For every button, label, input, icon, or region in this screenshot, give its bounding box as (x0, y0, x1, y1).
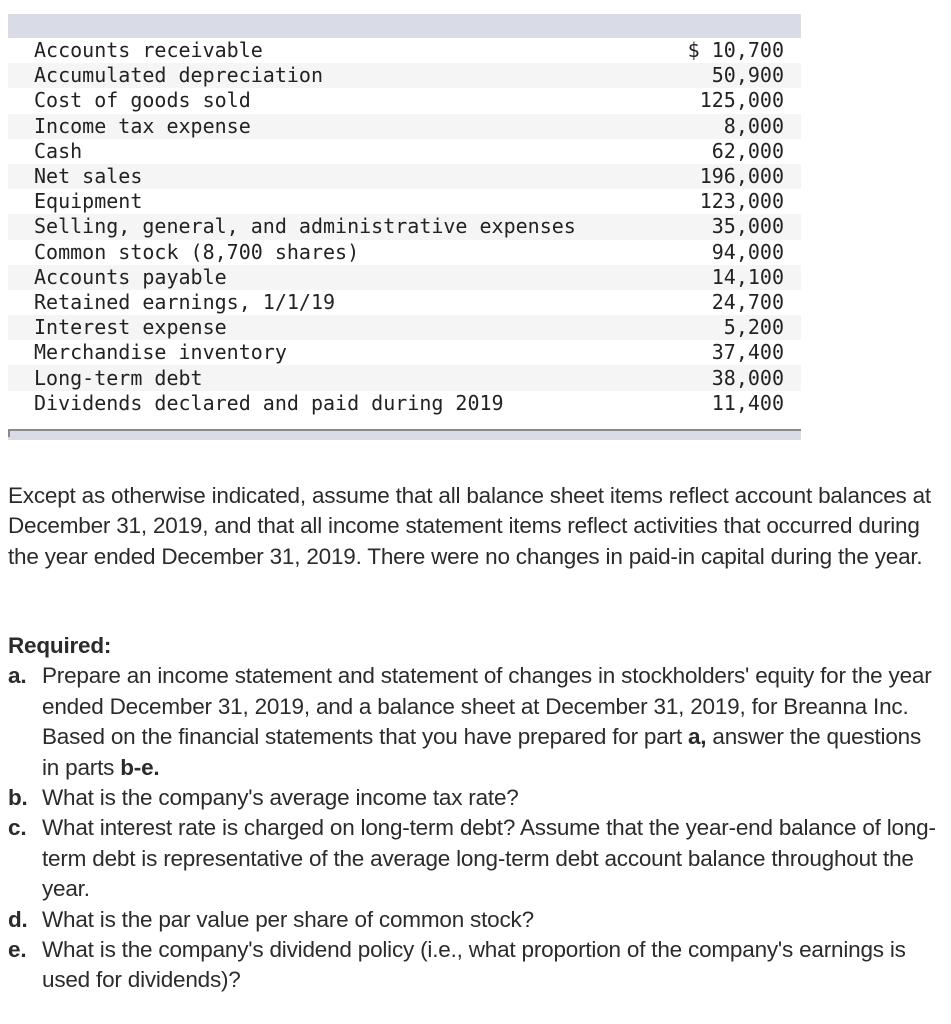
account-value: 38,000 (711, 365, 784, 390)
item-text: What is the company's dividend policy (i.e., what proportion of the company's earnings is used for dividends)? (42, 937, 906, 993)
account-value: 123,000 (699, 189, 784, 214)
required-section (8, 631, 943, 996)
table-row (8, 365, 801, 390)
required-item-a (8, 661, 943, 783)
item-marker: d. (8, 906, 28, 932)
account-value: 11,400 (711, 390, 784, 415)
table-row (8, 38, 801, 63)
item-text: What is the company's average income tax rate? (42, 785, 519, 811)
item-text: Prepare an income statement and statement of changes in stockholders' equity for the year ended December 31, 2019, and a balance sheet at December 31, 2019, for Breanna Inc. Based on the financial statements that you have prepared for part (42, 663, 932, 750)
required-heading: Required: (8, 633, 112, 658)
account-label: Accounts payable (34, 264, 227, 289)
table-row (8, 340, 801, 365)
account-value: 24,700 (711, 289, 784, 314)
account-label: Cost of goods sold (34, 88, 251, 113)
accounts-table (8, 38, 801, 416)
table-row (8, 114, 801, 139)
required-item-e (8, 935, 943, 996)
table-row (8, 139, 801, 164)
item-marker: b. (8, 785, 28, 811)
item-emphasis: a, (687, 724, 707, 750)
table-header-bar (8, 14, 801, 38)
account-value: 94,000 (711, 239, 784, 264)
table-row (8, 189, 801, 214)
account-value: 5,200 (723, 315, 784, 340)
required-item-c (8, 813, 943, 904)
account-value: 35,000 (711, 214, 784, 239)
account-label: Selling, general, and administrative expenses (34, 214, 576, 239)
account-label: Interest expense (34, 315, 227, 340)
account-value: 196,000 (699, 164, 784, 189)
account-label: Accounts receivable (34, 38, 263, 63)
table-row (8, 214, 801, 239)
account-label: Long-term debt (34, 365, 203, 390)
item-text: What is the par value per share of common stock? (42, 906, 534, 932)
account-value: 37,400 (711, 340, 784, 365)
item-text: What interest rate is charged on long-term debt? Assume that the year-end balance of long-term debt is representative of the average long-term debt account balance throughout the year. (42, 815, 936, 902)
item-marker: a. (8, 663, 27, 689)
account-label: Common stock (8,700 shares) (34, 239, 360, 264)
intro-paragraph: Except as otherwise indicated, assume that all balance sheet items reflect account balances at December 31, 2019, and that all income statement items reflect activities that occurred during the year ended December 31, 2019. There were no changes in paid-in capital during the year. (8, 483, 931, 569)
item-text: answer the questions in parts (42, 724, 922, 780)
account-value: 14,100 (711, 264, 784, 289)
account-label: Net sales (34, 164, 143, 189)
account-label: Merchandise inventory (34, 340, 287, 365)
account-label: Income tax expense (34, 113, 251, 138)
table-row (8, 240, 801, 265)
table-row (8, 88, 801, 113)
account-value: 8,000 (723, 113, 784, 138)
table-row (8, 265, 801, 290)
table-horizontal-scrollbar[interactable] (8, 429, 801, 440)
account-value: 62,000 (711, 138, 784, 163)
table-row (8, 290, 801, 315)
accounts-table-container (8, 14, 801, 416)
account-value: 50,900 (711, 63, 784, 88)
table-row (8, 164, 801, 189)
account-label: Accumulated depreciation (34, 63, 323, 88)
account-label: Retained earnings, 1/1/19 (34, 289, 336, 314)
required-item-b (8, 783, 943, 813)
account-label: Dividends declared and paid during 2019 (34, 390, 504, 415)
required-item-d (8, 905, 943, 935)
table-row (8, 63, 801, 88)
item-marker: e. (8, 937, 27, 963)
table-row (8, 315, 801, 340)
required-list (8, 661, 943, 995)
account-label: Equipment (34, 189, 143, 214)
account-label: Cash (34, 138, 83, 163)
table-row (8, 391, 801, 416)
item-emphasis: b-e. (120, 754, 160, 780)
account-value: 125,000 (699, 88, 784, 113)
item-marker: c. (8, 815, 27, 841)
account-value: $ 10,700 (687, 38, 784, 63)
